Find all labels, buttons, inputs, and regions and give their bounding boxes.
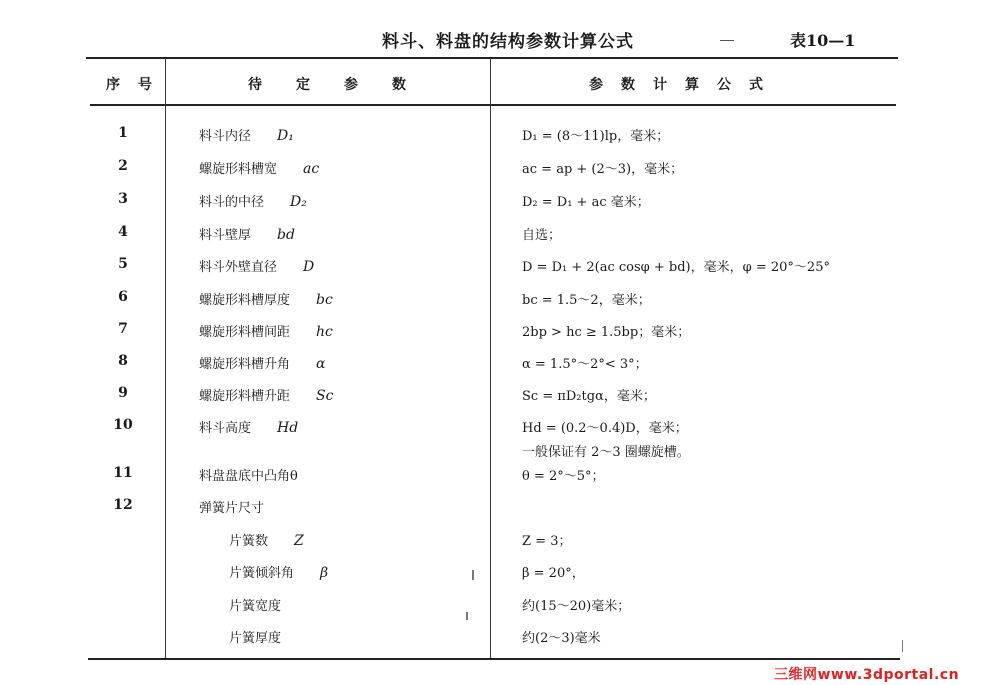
parameter-cell — [229, 595, 281, 614]
parameter-cell — [199, 256, 314, 275]
column-header-param: 待定参数 — [248, 77, 440, 93]
formula-cell: α = 1.5°～2°< 3°； — [522, 357, 648, 372]
row-number: 6 — [118, 289, 128, 305]
formula-cell: Sc = πD₂tgα，毫米； — [522, 389, 656, 404]
parameter-label: 螺旋形料槽升距 — [199, 389, 291, 404]
parameter-symbol: Z — [294, 533, 304, 549]
watermark: 三维网www.3dportal.cn — [774, 667, 960, 683]
parameter-label: 螺旋形料槽宽 — [199, 162, 278, 177]
parameter-label: 片簧倾斜角 — [229, 566, 295, 581]
parameter-symbol: hc — [316, 324, 333, 340]
formula-cell: 一般保证有 2～3 圈螺旋槽。 — [522, 445, 690, 460]
parameter-cell — [199, 385, 333, 404]
parameter-cell — [199, 125, 294, 144]
parameter-symbol: D — [303, 259, 315, 275]
parameter-symbol: ac — [303, 161, 320, 177]
parameter-cell — [199, 158, 319, 177]
table-top-rule — [86, 57, 898, 59]
parameter-label: 螺旋形料槽厚度 — [199, 293, 291, 308]
table-number: 表10—1 — [790, 31, 856, 50]
parameter-label: 片簧宽度 — [229, 599, 282, 614]
formula-cell: D₂ = D₁ + ac 毫米； — [522, 195, 650, 210]
scan-speck — [466, 612, 468, 620]
column-divider-2 — [490, 58, 491, 658]
parameter-cell — [199, 497, 264, 516]
scan-speck — [472, 570, 474, 580]
parameter-label: 料斗的中径 — [199, 195, 265, 210]
column-divider-1 — [165, 58, 166, 658]
formula-cell: 自选； — [522, 228, 562, 243]
row-number: 7 — [118, 321, 128, 337]
parameter-label: 料斗高度 — [199, 421, 252, 436]
parameter-cell — [199, 289, 333, 308]
parameter-symbol: D₁ — [277, 128, 294, 144]
formula-cell: 约(2～3)毫米 — [522, 631, 601, 646]
parameter-cell — [229, 562, 328, 581]
parameter-cell — [199, 191, 307, 210]
parameter-cell — [229, 627, 281, 646]
formula-cell: ac = ap + (2～3)，毫米； — [522, 162, 684, 177]
parameter-symbol: α — [316, 356, 326, 372]
parameter-label: 料斗内径 — [199, 129, 252, 144]
parameter-label: 料盘盘底中凸角θ — [199, 469, 298, 484]
parameter-cell — [199, 417, 298, 436]
formula-cell: Z = 3； — [522, 534, 572, 549]
row-number: 12 — [113, 497, 133, 513]
parameter-cell — [199, 465, 298, 484]
formula-cell: 2bp > hc ≥ 1.5bp；毫米； — [522, 325, 691, 340]
formula-cell: β = 20°， — [522, 566, 585, 581]
parameter-cell — [229, 530, 304, 549]
parameter-label: 弹簧片尺寸 — [199, 501, 265, 516]
column-header-no: 序号 — [106, 77, 170, 93]
parameter-label: 螺旋形料槽间距 — [199, 325, 291, 340]
formula-cell: bc = 1.5～2，毫米； — [522, 293, 651, 308]
parameter-cell — [199, 353, 325, 372]
parameter-label: 螺旋形料槽升角 — [199, 357, 291, 372]
parameter-label: 片簧厚度 — [229, 631, 282, 646]
row-number: 2 — [118, 158, 128, 174]
parameter-symbol: bc — [316, 292, 333, 308]
row-number: 8 — [118, 353, 128, 369]
page-title: 料斗、料盘的结构参数计算公式 — [382, 32, 634, 52]
formula-cell: D₁ = (8～11)lp，毫米； — [522, 129, 670, 144]
row-number: 11 — [113, 465, 133, 481]
parameter-cell — [199, 224, 295, 243]
parameter-symbol: bd — [277, 227, 295, 243]
parameter-symbol: Sc — [316, 388, 334, 404]
column-header-formula: 参数计算公式 — [589, 77, 781, 93]
row-number: 4 — [118, 224, 128, 240]
row-number: 3 — [118, 191, 128, 207]
formula-cell: D = D₁ + 2(ac cosφ + bd)，毫米，φ = 20°～25° — [522, 260, 830, 275]
table-bottom-rule — [88, 658, 900, 660]
parameter-symbol: Hd — [277, 420, 299, 436]
parameter-symbol: β — [320, 565, 329, 581]
row-number: 9 — [118, 385, 128, 401]
row-number: 1 — [118, 125, 128, 141]
table-header-rule — [90, 104, 896, 106]
decorative-dash — [720, 40, 734, 41]
formula-cell: Hd = (0.2～0.4)D，毫米； — [522, 421, 688, 436]
parameter-symbol: D₂ — [290, 194, 307, 210]
parameter-label: 料斗外壁直径 — [199, 260, 278, 275]
formula-cell: θ = 2°～5°； — [522, 469, 605, 484]
row-number: 10 — [113, 417, 133, 433]
parameter-cell — [199, 321, 333, 340]
row-number: 5 — [118, 256, 128, 272]
parameter-label: 料斗壁厚 — [199, 228, 252, 243]
parameter-label: 片簧数 — [229, 534, 269, 549]
scan-speck — [902, 640, 903, 652]
formula-cell: 约(15～20)毫米； — [522, 599, 631, 614]
